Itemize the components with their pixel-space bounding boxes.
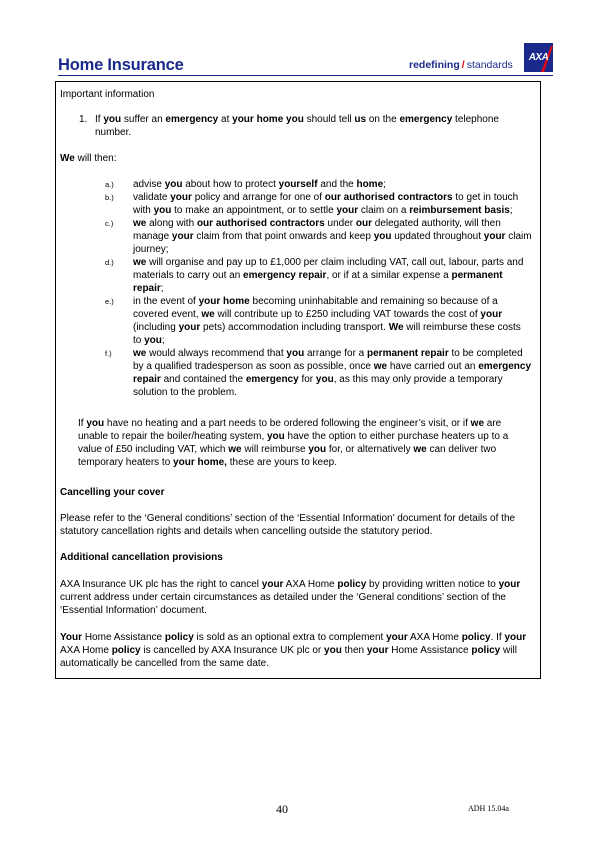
item-1-line: If you suffer an emergency at your home you should tell us on the emergency telephone [95, 114, 499, 125]
list-item-line: in the event of your home becoming uninhabitable and remaining so because of a [133, 296, 498, 307]
list-item-label: f.) [105, 349, 112, 358]
list-item-line: repair; [133, 283, 164, 294]
document-reference: ADH 15.04a [468, 804, 509, 813]
additional-provisions-heading: Additional cancellation provisions [60, 552, 223, 563]
brand-tagline [409, 59, 513, 71]
heating-paragraph-line: temporary heaters to your home, these are yours to keep. [78, 457, 338, 468]
list-item-line: we will organise and pay up to £1,000 per claim including VAT, call out, labour, parts and [133, 257, 524, 268]
list-item-line: by a qualified tradesperson as soon as possible, once we have carried out an emergency [133, 361, 532, 372]
list-item-label: b.) [105, 193, 114, 202]
list-item-line: we would always recommend that you arrange for a permanent repair to be completed [133, 348, 523, 359]
list-item-line: with you to make an appointment, or to settle your claim on a reimbursement basis; [133, 205, 513, 216]
list-item-line: validate your policy and arrange for one of our authorised contractors to get in touch [133, 192, 519, 203]
list-item-line: repair and contained the emergency for you, as this may only provide a temporary [133, 374, 503, 385]
document-title: Home Insurance [58, 56, 184, 74]
item-1-line: number. [95, 127, 132, 138]
page-number: 40 [276, 802, 288, 816]
list-item-label: d.) [105, 258, 114, 267]
tagline-slash: / [461, 59, 465, 71]
list-item-line: manage your claim from that point onwards and keep you updated throughout your claim [133, 231, 532, 242]
list-item-line: journey; [133, 244, 169, 255]
provisions-paragraph-line: automatically be cancelled from the same date. [60, 658, 269, 669]
list-item-line: to you; [133, 335, 165, 346]
cancelling-cover-heading: Cancelling your cover [60, 487, 165, 498]
provisions-paragraph-line: ‘Essential Information’ document. [60, 605, 207, 616]
list-item-label: a.) [105, 180, 114, 189]
cancel-paragraph-line: statutory cancellation rights and details when cancelling outside the statutory period. [60, 526, 433, 537]
tagline-left: redefining [409, 59, 460, 71]
provisions-paragraph-line: AXA Home policy is cancelled by AXA Insurance UK plc or you then your Home Assistance policy will [60, 645, 517, 656]
list-item-line: (including your pets) accommodation including transport. We will reimburse these costs [133, 322, 521, 333]
list-item-line: we along with our authorised contractors under our delegated authority, will then [133, 218, 501, 229]
tagline-right: standards [466, 59, 513, 71]
list-item-line: materials to carry out an emergency repair, or if at a similar expense a permanent [133, 270, 503, 281]
provisions-paragraph-line: AXA Insurance UK plc has the right to cancel your AXA Home policy by providing written notice to your [60, 579, 521, 590]
provisions-paragraph-line: current address under certain circumstances as detailed under the ‘General conditions’ section of the [60, 592, 506, 603]
cancel-paragraph-line: Please refer to the ‘General conditions’ section of the ‘Essential Information’ document for details of the [60, 513, 516, 524]
list-item-label: e.) [105, 297, 114, 306]
list-item-line: solution to the problem. [133, 387, 237, 398]
item-number: 1. [79, 114, 88, 125]
heating-paragraph-line: unable to repair the boiler/heating system, you have the option to either purchase heaters up to a [78, 431, 509, 442]
list-item-line: advise you about how to protect yourself and the home; [133, 179, 386, 190]
heating-paragraph-line: value of £50 including VAT, which we will reimburse you for, or alternatively we can deliver two [78, 444, 497, 455]
header-rule [58, 75, 553, 76]
list-item-label: c.) [105, 219, 114, 228]
list-item-line: covered event, we will contribute up to £250 including VAT towards the cost of your [133, 309, 503, 320]
provisions-paragraph-line: Your Home Assistance policy is sold as an optional extra to complement your AXA Home policy. If your [60, 632, 527, 643]
important-information-heading: Important information [60, 89, 155, 100]
logo-text: AXA [528, 52, 549, 63]
heating-paragraph-line: If you have no heating and a part needs to be ordered following the engineer’s visit, or if we are [78, 418, 502, 429]
axa-logo [524, 43, 553, 72]
we-will-then-line: We will then: [60, 153, 117, 164]
